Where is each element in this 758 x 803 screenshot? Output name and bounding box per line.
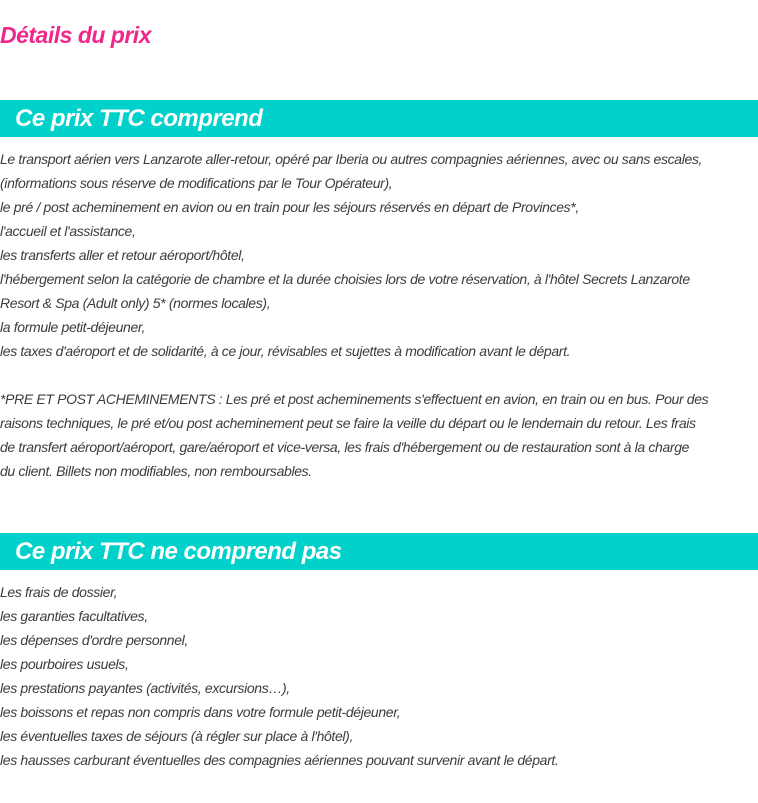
included-item: Le transport aérien vers Lanzarote aller-retour, opéré par Iberia ou autres compagnies aériennes, avec ou sans escales, [0, 151, 703, 167]
excluded-items-list [0, 580, 758, 772]
included-item: les taxes d'aéroport et de solidarité, à ce jour, révisables et sujettes à modification avant le départ. [0, 343, 571, 359]
note-line: du client. Billets non modifiables, non remboursables. [0, 463, 312, 479]
excluded-item: les prestations payantes (activités, excursions…), [0, 680, 290, 696]
included-items-list [0, 147, 758, 363]
excluded-item: les garanties facultatives, [0, 608, 148, 624]
included-item: l'hébergement selon la catégorie de chambre et la durée choisies lors de votre réservation, à l'hôtel Secrets Lanzarote [0, 271, 690, 287]
excluded-item: les hausses carburant éventuelles des compagnies aériennes pouvant survenir avant le départ. [0, 752, 559, 768]
transfer-note-paragraph [0, 387, 758, 483]
excluded-section-heading: Ce prix TTC ne comprend pas [15, 538, 342, 565]
note-line: *PRE ET POST ACHEMINEMENTS : Les pré et post acheminements s'effectuent en avion, en train ou en bus. Pour des [0, 391, 709, 407]
included-item: la formule petit-déjeuner, [0, 319, 145, 335]
included-item: le pré / post acheminement en avion ou en train pour les séjours réservés en départ de Provinces*, [0, 199, 579, 215]
excluded-item: les pourboires usuels, [0, 656, 129, 672]
included-item: (informations sous réserve de modifications par le Tour Opérateur), [0, 175, 393, 191]
note-line: raisons techniques, le pré et/ou post acheminement peut se faire la veille du départ ou le lendemain du retour. Les frais [0, 415, 696, 431]
included-item: les transferts aller et retour aéroport/hôtel, [0, 247, 245, 263]
included-section-banner [0, 100, 758, 137]
included-item: Resort & Spa (Adult only) 5* (normes locales), [0, 295, 271, 311]
excluded-item: les dépenses d'ordre personnel, [0, 632, 188, 648]
included-section-heading: Ce prix TTC comprend [15, 105, 263, 132]
included-item: l'accueil et l'assistance, [0, 223, 136, 239]
excluded-section-banner [0, 533, 758, 570]
page-title: Détails du prix [0, 22, 151, 48]
excluded-item: Les frais de dossier, [0, 584, 118, 600]
excluded-item: les boissons et repas non compris dans votre formule petit-déjeuner, [0, 704, 401, 720]
excluded-item: les éventuelles taxes de séjours (à régler sur place à l'hôtel), [0, 728, 354, 744]
note-line: de transfert aéroport/aéroport, gare/aéroport et vice-versa, les frais d'hébergement ou de restauration sont à la charge [0, 439, 690, 455]
